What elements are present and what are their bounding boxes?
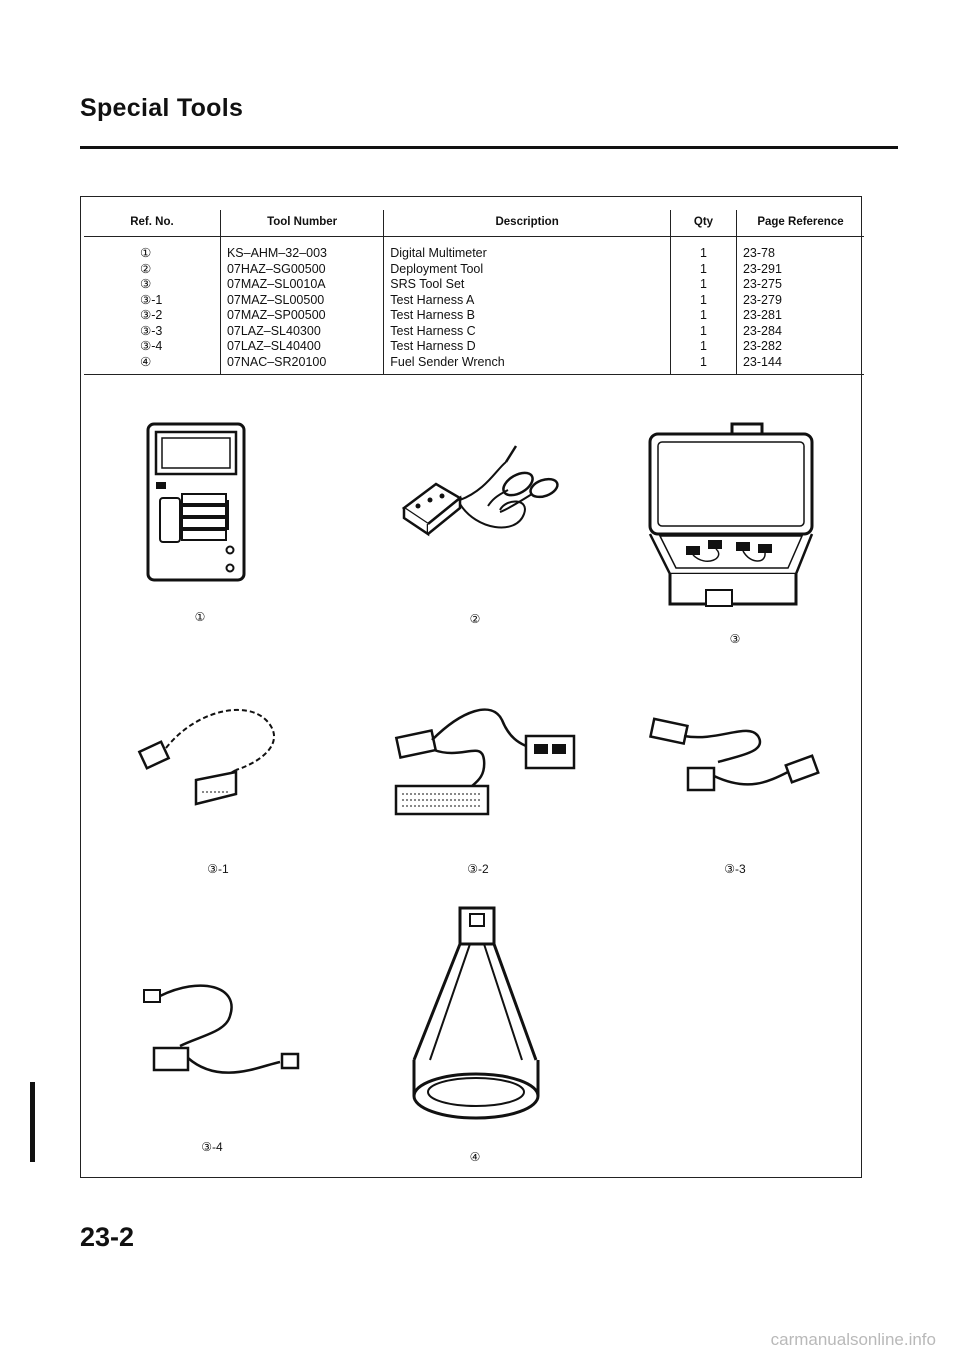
figure-label: ③-1 bbox=[207, 862, 229, 876]
cell-page-reference: 23-291 bbox=[736, 262, 864, 278]
cell-ref: ③-1 bbox=[140, 292, 163, 307]
cell-page-reference: 23-282 bbox=[736, 339, 864, 355]
cell-qty: 1 bbox=[670, 355, 736, 375]
cell-ref: ① bbox=[140, 246, 152, 260]
figure-label: ③ bbox=[729, 632, 741, 646]
cell-ref: ③-2 bbox=[140, 308, 163, 322]
cell-qty: 1 bbox=[670, 293, 736, 309]
table-row bbox=[84, 339, 864, 355]
cell-description: SRS Tool Set bbox=[384, 277, 671, 293]
cell-qty: 1 bbox=[670, 262, 736, 278]
cell-tool-number: 07MAZ–SP00500 bbox=[220, 308, 383, 324]
header-description: Description bbox=[384, 210, 671, 237]
test-harness-c-illustration bbox=[648, 712, 838, 812]
header-page-reference: Page Reference bbox=[736, 210, 864, 237]
cell-ref: ③-4 bbox=[140, 339, 163, 353]
cell-qty: 1 bbox=[670, 277, 736, 293]
page-title: Special Tools bbox=[80, 94, 244, 122]
srs-tool-set-case-illustration bbox=[646, 418, 816, 628]
header-qty: Qty bbox=[670, 210, 736, 237]
cell-qty: 1 bbox=[670, 324, 736, 340]
cell-qty: 1 bbox=[670, 237, 736, 262]
special-tools-table bbox=[84, 210, 864, 375]
table-row bbox=[84, 277, 864, 293]
margin-bar bbox=[30, 1082, 35, 1162]
header-ref-no: Ref. No. bbox=[84, 210, 220, 237]
cell-tool-number: 07LAZ–SL40300 bbox=[220, 324, 383, 340]
test-harness-b-illustration bbox=[392, 700, 582, 830]
cell-tool-number: 07MAZ–SL00500 bbox=[220, 293, 383, 309]
cell-tool-number: 07NAC–SR20100 bbox=[220, 355, 383, 375]
table-row bbox=[84, 262, 864, 278]
cell-page-reference: 23-275 bbox=[736, 277, 864, 293]
figure-label: ② bbox=[469, 612, 481, 626]
figure-label: ③-3 bbox=[724, 862, 746, 876]
header-tool-number: Tool Number bbox=[220, 210, 383, 237]
cell-tool-number: KS–AHM–32–003 bbox=[220, 237, 383, 262]
cell-page-reference: 23-284 bbox=[736, 324, 864, 340]
cell-description: Test Harness A bbox=[384, 293, 671, 309]
figure-label: ③-2 bbox=[467, 862, 489, 876]
deployment-tool-illustration bbox=[396, 440, 566, 550]
table-row bbox=[84, 237, 864, 262]
figure-label: ① bbox=[194, 610, 206, 624]
cell-ref: ② bbox=[140, 261, 152, 276]
table-row bbox=[84, 308, 864, 324]
table-row bbox=[84, 324, 864, 340]
page-number: 23-2 bbox=[80, 1222, 135, 1252]
cell-ref: ④ bbox=[84, 355, 220, 375]
figure-label: ④ bbox=[469, 1150, 481, 1164]
cell-description: Deployment Tool bbox=[384, 262, 671, 278]
cell-qty: 1 bbox=[670, 308, 736, 324]
test-harness-d-illustration bbox=[140, 976, 310, 1096]
cell-tool-number: 07LAZ–SL40400 bbox=[220, 339, 383, 355]
table-row bbox=[84, 355, 864, 375]
cell-qty: 1 bbox=[670, 339, 736, 355]
cell-description: Test Harness D bbox=[384, 339, 671, 355]
cell-tool-number: 07HAZ–SG00500 bbox=[220, 262, 383, 278]
digital-multimeter-illustration bbox=[146, 422, 246, 582]
cell-tool-number: 07MAZ–SL0010A bbox=[220, 277, 383, 293]
figure-label: ③-4 bbox=[201, 1140, 223, 1154]
cell-page-reference: 23-144 bbox=[736, 355, 864, 375]
cell-ref: ③ bbox=[140, 277, 152, 291]
fuel-sender-wrench-illustration bbox=[406, 900, 546, 1140]
table-row bbox=[84, 293, 864, 309]
watermark-text: carmanualsonline.info bbox=[770, 1330, 936, 1349]
test-harness-a-illustration bbox=[136, 700, 296, 820]
cell-page-reference: 23-279 bbox=[736, 293, 864, 309]
title-rule bbox=[80, 146, 898, 149]
cell-ref: ③-3 bbox=[140, 323, 163, 338]
cell-description: Test Harness C bbox=[384, 324, 671, 340]
cell-description: Fuel Sender Wrench bbox=[384, 355, 671, 375]
cell-description: Test Harness B bbox=[384, 308, 671, 324]
cell-page-reference: 23-78 bbox=[736, 237, 864, 262]
table-header-row bbox=[84, 210, 864, 237]
cell-page-reference: 23-281 bbox=[736, 308, 864, 324]
cell-description: Digital Multimeter bbox=[384, 237, 671, 262]
